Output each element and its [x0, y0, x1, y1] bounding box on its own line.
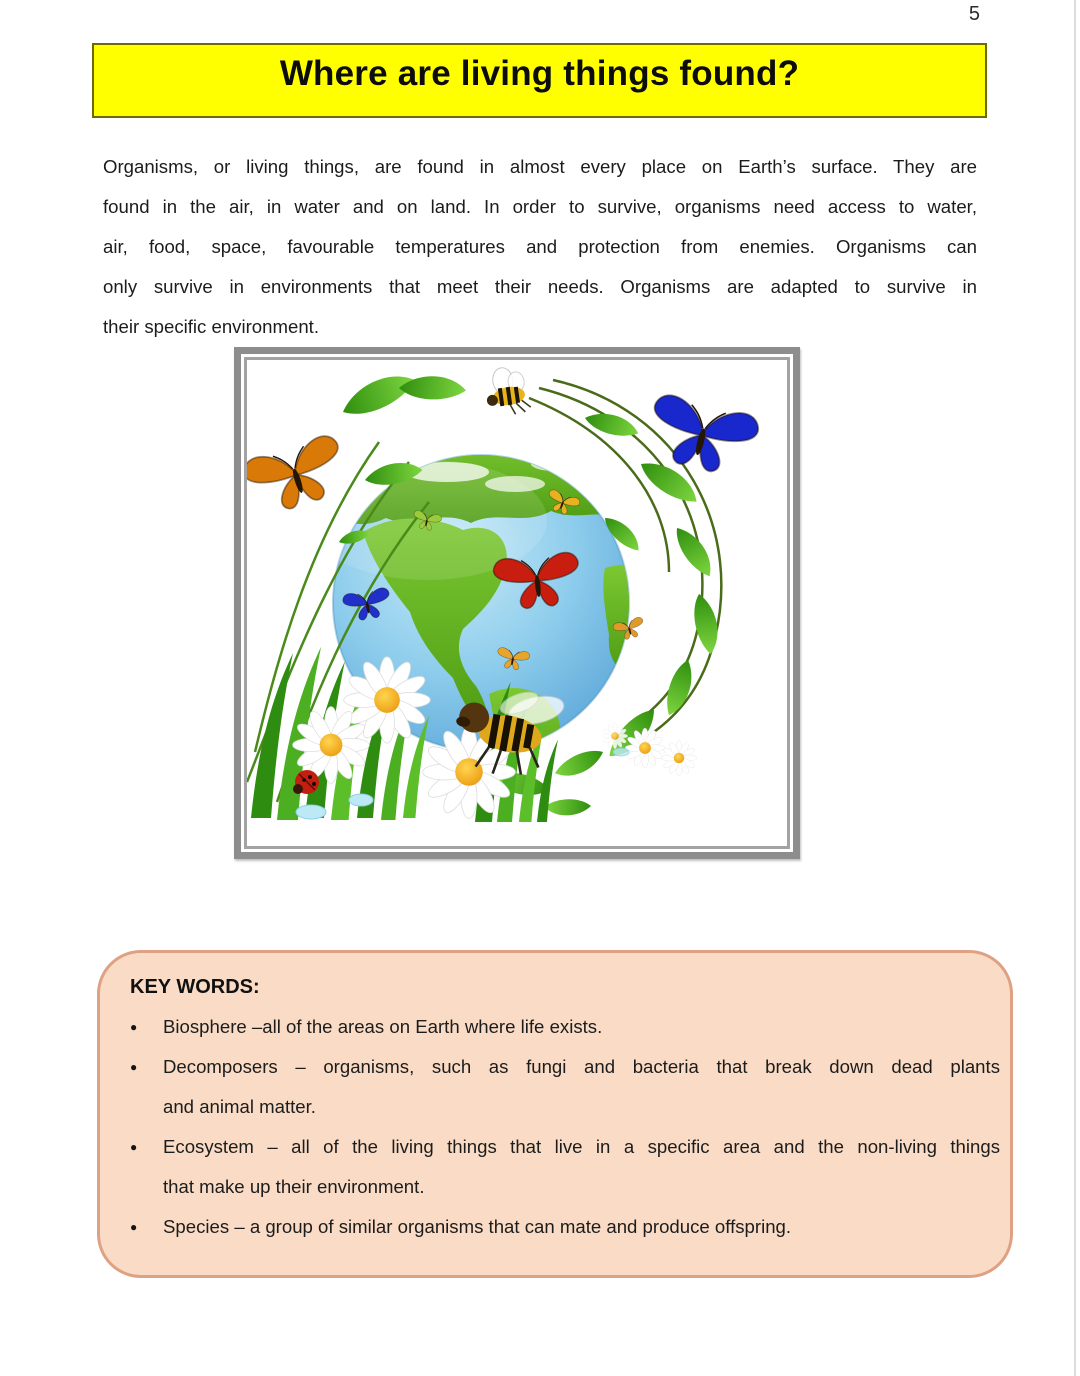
intro-paragraph: [103, 147, 977, 347]
page-edge-line: [1074, 0, 1076, 1376]
bullet-icon: ●: [130, 1020, 138, 1034]
water-drop-icon: [349, 794, 373, 806]
key-word-line: Ecosystem – all of the living things that live in a specific area and the non-living things: [163, 1136, 1000, 1157]
key-word-item: [130, 1207, 1000, 1247]
water-drop-icon: [613, 748, 629, 756]
bullet-icon: ●: [130, 1060, 138, 1074]
bullet-icon: ●: [130, 1220, 138, 1234]
illustration-frame-inner: [244, 357, 790, 849]
earth-illustration: [247, 360, 787, 846]
water-drop-icon: [296, 805, 326, 819]
paragraph-line: air, food, space, favourable temperatures and protection from enemies. Organisms can: [103, 236, 977, 257]
key-word-line: Species – a group of similar organisms that can mate and produce offspring.: [163, 1216, 792, 1237]
paragraph-line: their specific environment.: [103, 316, 319, 337]
paragraph-line: Organisms, or living things, are found in almost every place on Earth’s surface. They are: [103, 156, 977, 177]
key-word-line: that make up their environment.: [163, 1176, 425, 1197]
bullet-icon: ●: [130, 1140, 138, 1154]
key-word-item: [130, 1007, 1000, 1047]
title-banner: [92, 43, 987, 118]
key-word-line: and animal matter.: [163, 1096, 316, 1117]
key-word-item: [130, 1127, 1000, 1207]
key-words-box: [97, 950, 1013, 1278]
page-title: Where are living things found?: [279, 54, 800, 93]
key-words-list: [130, 1007, 1000, 1247]
key-word-line: Decomposers – organisms, such as fungi and bacteria that break down dead plants: [163, 1056, 1000, 1077]
paragraph-line: found in the air, in water and on land. In order to survive, organisms need access to water,: [103, 196, 977, 217]
key-word-line: Biosphere –all of the areas on Earth where life exists.: [163, 1016, 603, 1037]
page-number: 5: [968, 3, 980, 25]
illustration-frame: [234, 347, 800, 859]
paragraph-line: only survive in environments that meet their needs. Organisms are adapted to survive in: [103, 276, 977, 297]
key-words-heading: KEY WORDS:: [130, 976, 260, 998]
key-word-item: [130, 1047, 1000, 1127]
